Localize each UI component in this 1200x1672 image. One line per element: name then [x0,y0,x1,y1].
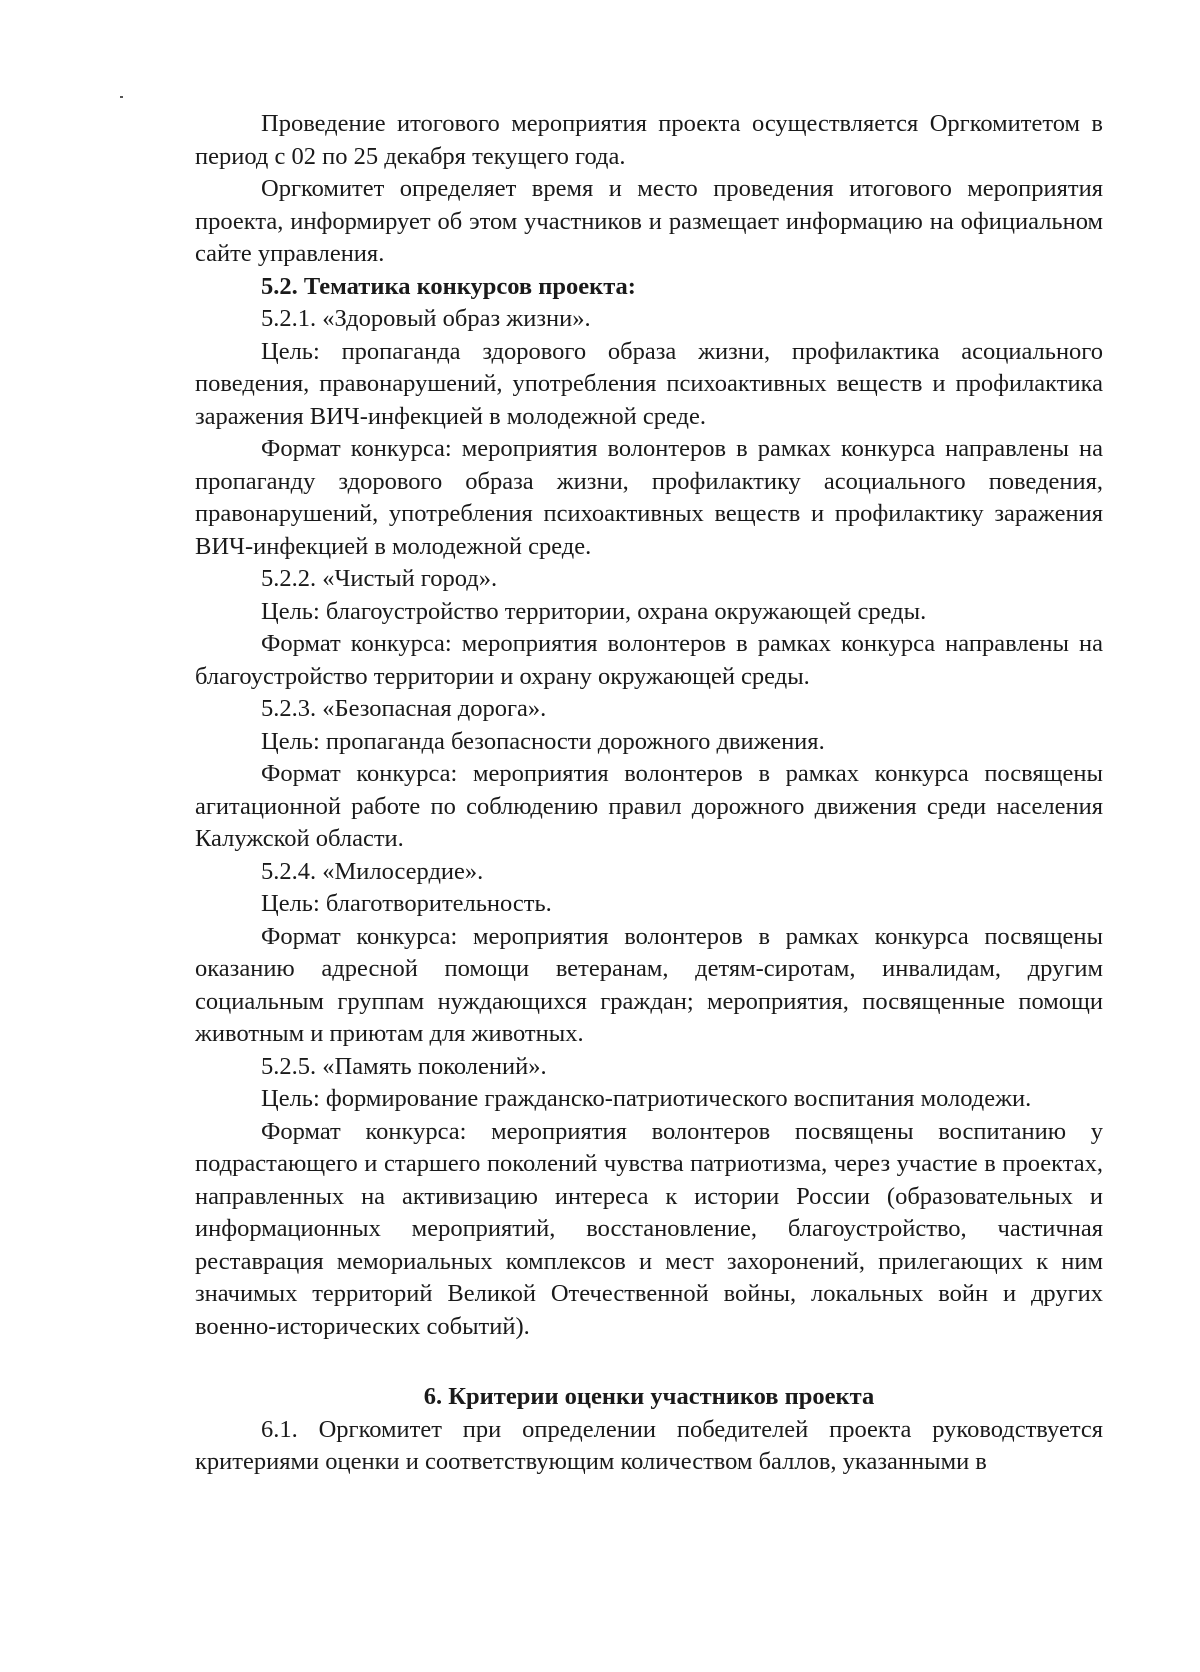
contest-format-clean-city: Формат конкурса: мероприятия волонтеров в рамках конкурса направлены на благоустройство территории и охрану окружающей среды. [195,630,1103,690]
contest-title-memory: 5.2.5. «Память поколений». [261,1052,547,1080]
contest-title-mercy: 5.2.4. «Милосердие». [261,857,484,885]
subsection-heading-5-2: 5.2. Тематика конкурсов проекта: [261,272,636,300]
contest-goal-memory: Цель: формирование гражданско-патриотического воспитания молодежи. [261,1085,1032,1112]
contest-title-healthy-lifestyle: 5.2.1. «Здоровый образ жизни». [261,305,591,332]
contest-goal-clean-city: Цель: благоустройство территории, охрана окружающей среды. [261,597,927,625]
paragraph-final-event: Проведение итогового мероприятия проекта осуществляется Оргкомитетом в период с 02 по 25 декабря текущего года. [195,110,1103,170]
contest-format-healthy-lifestyle: Формат конкурса: мероприятия волонтеров в рамках конкурса направлены на пропаганду здорового образа жизни, профилактику асоциального поведения, правонарушений, употребления психоактивных веществ и профилактику заражения ВИЧ-инфекцией в молодежной среде. [195,435,1103,560]
section-heading-6: 6. Критерии оценки участников проекта [423,1383,875,1410]
contest-format-safe-road: Формат конкурса: мероприятия волонтеров в рамках конкурса посвящены агитационной работе по соблюдению правил дорожного движения среди населения Калужской области. [195,760,1103,852]
contest-goal-safe-road: Цель: пропаганда безопасности дорожного движения. [261,727,825,755]
document-page [195,108,1103,1479]
contest-format-mercy: Формат конкурса: мероприятия волонтеров в рамках конкурса посвящены оказанию адресной помощи ветеранам, детям-сиротам, инвалидам, другим социальным группам нуждающихся граждан; мероприятия, посвященные помощи животным и приютам для животных. [195,922,1103,1047]
paragraph-6-1: 6.1. Оргкомитет при определении победителей проекта руководствуется критериями оценки и соответствующим количеством баллов, указанными в [195,1415,1103,1475]
contest-goal-healthy-lifestyle: Цель: пропаганда здорового образа жизни, профилактика асоциального поведения, правонарушений, употребления психоактивных веществ и профилактика заражения ВИЧ-инфекцией в молодежной среде. [195,337,1103,430]
contest-title-clean-city: 5.2.2. «Чистый город». [261,565,498,592]
paragraph-orgcommittee: Оргкомитет определяет время и место проведения итогового мероприятия проекта, информирует об этом участников и размещает информацию на официальном сайте управления. [195,175,1103,267]
scan-speck [120,96,123,98]
contest-format-memory: Формат конкурса: мероприятия волонтеров посвящены воспитанию у подрастающего и старшего поколений чувства патриотизма, через участие в проектах, направленных на активизацию интереса к истории России (образовательных и информационных мероприятий, восстановление, благоустройство, частичная реставрация мемориальных комплексов и мест захоронений, прилегающих к ним значимых территорий Великой Отечественной войны, локальных войн и других военно-исторических событий). [195,1117,1103,1340]
contest-title-safe-road: 5.2.3. «Безопасная дорога». [261,695,547,722]
contest-goal-mercy: Цель: благотворительность. [261,890,552,917]
